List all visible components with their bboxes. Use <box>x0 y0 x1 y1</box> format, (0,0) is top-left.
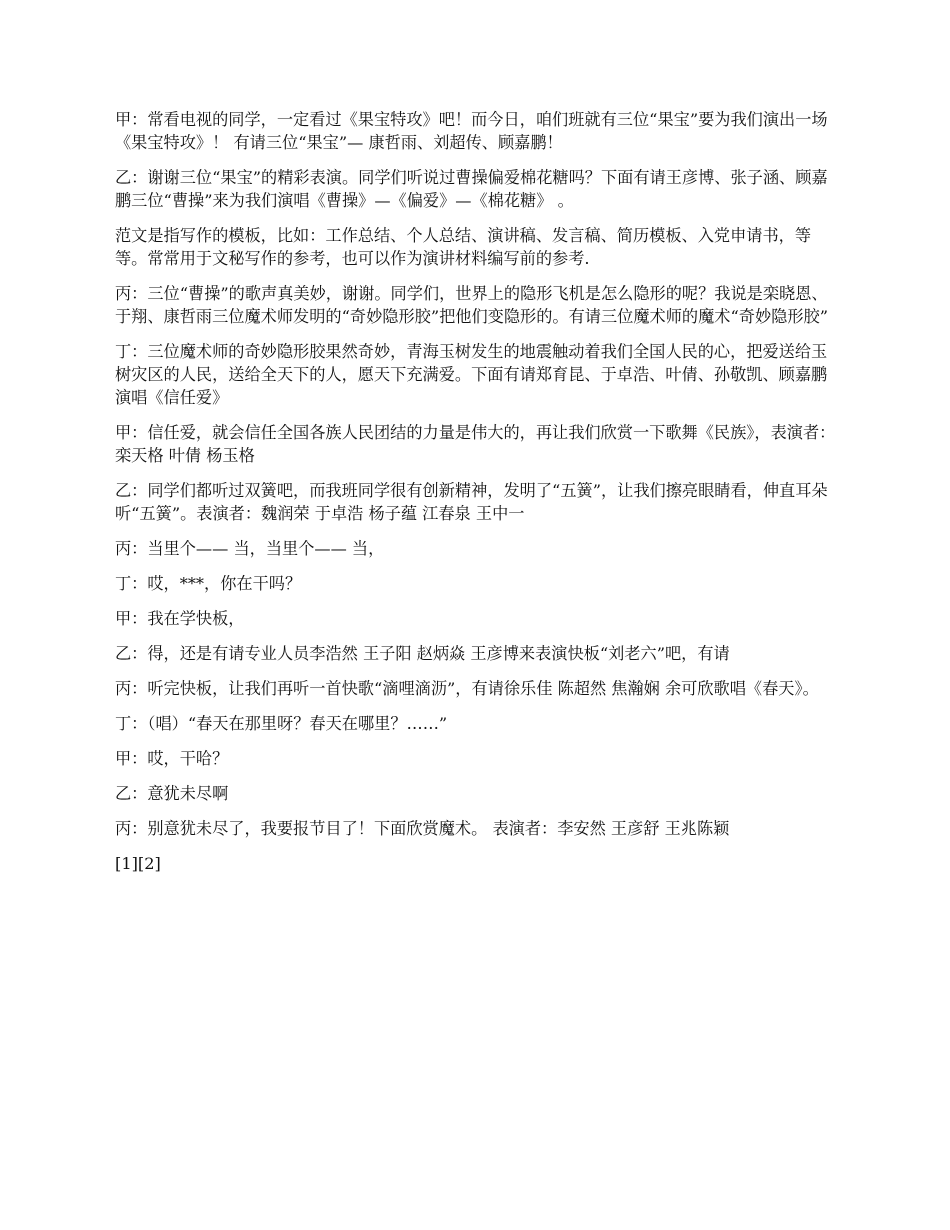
paragraph: 乙：同学们都听过双簧吧，而我班同学很有创新精神，发明了“五簧”，让我们擦亮眼睛看，伸直耳朵听“五簧”。表演者：魏润荣 于卓浩 杨子蕴 江春泉 王中一 <box>115 481 828 523</box>
paragraph: 甲：常看电视的同学，一定看过《果宝特攻》吧！而今日，咱们班就有三位“果宝”要为我们演出一场《果宝特攻》！ 有请三位“果宝”— 康哲雨、刘超传、顾嘉鹏！ <box>115 110 828 152</box>
paragraph: 丙：三位“曹操”的歌声真美妙，谢谢。同学们，世界上的隐形飞机是怎么隐形的呢？我说是栾晓恩、于翔、康哲雨三位魔术师发明的“奇妙隐形胶”把他们变隐形的。有请三位魔术师的魔术“奇妙隐形胶” <box>115 284 828 326</box>
paragraph: 乙：得，还是有请专业人员李浩然 王子阳 赵炳焱 王彦博来表演快板“刘老六”吧，有请 <box>115 644 730 663</box>
page-links[interactable]: [1][2] <box>115 854 161 873</box>
paragraph: 范文是指写作的模板，比如：工作总结、个人总结、演讲稿、发言稿、简历模板、入党申请书，等等。常常用于文秘写作的参考，也可以作为演讲材料编写前的参考. <box>115 226 812 268</box>
paragraph: 甲：哎，干哈？ <box>115 749 229 768</box>
paragraph: 丙：当里个—— 当，当里个—— 当， <box>115 539 385 558</box>
paragraph: 丁：三位魔术师的奇妙隐形胶果然奇妙，青海玉树发生的地震触动着我们全国人民的心，把爱送给玉树灾区的人民，送给全天下的人，愿天下充满爱。下面有请郑育昆、于卓浩、叶倩、孙敬凯、顾嘉鹏演唱《信任爱》 <box>115 342 828 407</box>
paragraph: 丁：哎，***，你在干吗？ <box>115 574 302 593</box>
paragraph: 甲：信任爱，就会信任全国各族人民团结的力量是伟大的，再让我们欣赏一下歌舞《民族》，表演者：栾天格 叶倩 杨玉格 <box>115 423 836 465</box>
paragraph: 甲：我在学快板， <box>115 609 245 628</box>
document-body <box>115 108 840 887</box>
paragraph: 丙：听完快板，让我们再听一首快歌“滴哩滴沥”，有请徐乐佳 陈超然 焦瀚娴 余可欣歌唱《春天》。 <box>115 679 819 698</box>
paragraph: 乙：谢谢三位“果宝”的精彩表演。同学们听说过曹操偏爱棉花糖吗？下面有请王彦博、张子涵、顾嘉鹏三位“曹操”来为我们演唱《曹操》—《偏爱》—《棉花糖》 。 <box>115 168 828 210</box>
paragraph: 乙：意犹未尽啊 <box>115 784 229 803</box>
paragraph: 丁：（唱）“春天在那里呀？春天在哪里？……” <box>115 714 448 733</box>
paragraph: 丙：别意犹未尽了，我要报节目了！下面欣赏魔术。 表演者：李安然 王彦舒 王兆陈颖 <box>115 819 730 838</box>
